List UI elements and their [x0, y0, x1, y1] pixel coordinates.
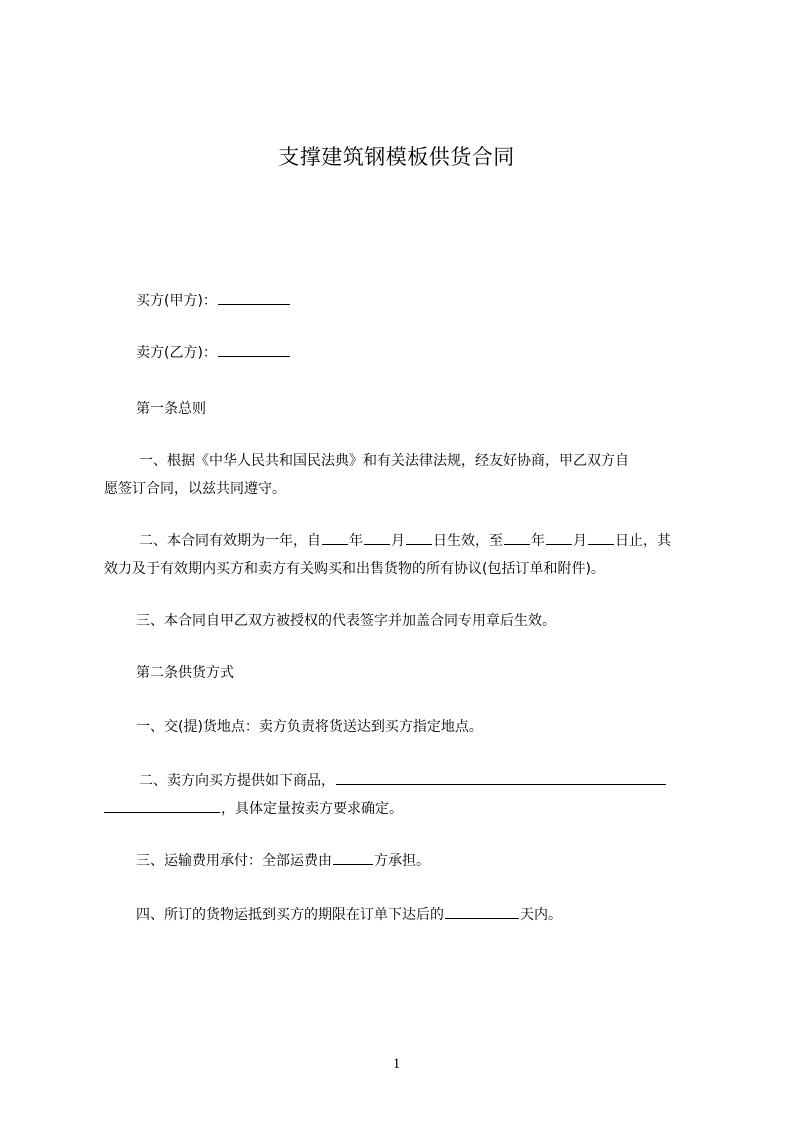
- buyer-blank: [218, 289, 290, 305]
- s1-p2-text-a: 二、本合同有效期为一年，自: [139, 533, 321, 549]
- s2-p2-text-b: ，具体定量按卖方要求确定。: [221, 801, 403, 817]
- day-label-2: 日止，其: [615, 533, 671, 549]
- s2-paragraph1: 一、交(提)货地点：卖方负责将货送达到买方指定地点。: [136, 719, 483, 735]
- day-blank-2: [588, 529, 614, 545]
- s1-paragraph1-line2: 愿签订合同，以兹共同遵守。: [104, 481, 286, 497]
- s2-paragraph3: [104, 846, 736, 877]
- freight-party-blank: [333, 849, 373, 865]
- month-blank-1: [364, 529, 390, 545]
- delivery-days-blank: [445, 903, 519, 919]
- s2-p3-text-b: 方承担。: [374, 853, 430, 869]
- s1-paragraph2-line2: 效力及于有效期内买方和卖方有关购买和出售货物的所有协议(包括订单和附件)。: [104, 561, 605, 577]
- section1-heading: 第一条总则: [136, 401, 206, 417]
- s2-p4-text-a: 四、所订的货物运抵到买方的期限在订单下达后的: [136, 907, 444, 923]
- document-title: 支撑建筑钢模板供货合同: [278, 145, 515, 169]
- page-number: 1: [392, 1056, 401, 1072]
- s2-p3-text-a: 三、运输费用承付：全部运费由: [136, 853, 332, 869]
- buyer-label: 买方(甲方)：: [136, 293, 217, 309]
- seller-blank: [218, 341, 290, 357]
- day-label-1: 日生效，至: [433, 533, 503, 549]
- year-blank-2: [504, 529, 530, 545]
- month-label-2: 月: [573, 533, 587, 549]
- s2-paragraph2-line1: [104, 766, 739, 797]
- s2-paragraph4: [104, 900, 736, 931]
- year-label-2: 年: [531, 533, 545, 549]
- month-blank-2: [546, 529, 572, 545]
- s2-p4-text-b: 天内。: [520, 907, 562, 923]
- day-blank-1: [406, 529, 432, 545]
- month-label-1: 月: [391, 533, 405, 549]
- s1-paragraph1-line1: 一、根据《中华人民共和国民法典》和有关法律法规，经友好协商，甲乙双方自: [139, 453, 629, 469]
- goods-blank-2: [104, 797, 220, 813]
- s1-paragraph3: 三、本合同自甲乙双方被授权的代表签字并加盖合同专用章后生效。: [136, 613, 556, 629]
- s2-p2-text-a: 二、卖方向买方提供如下商品，: [139, 773, 335, 789]
- year-blank-1: [322, 529, 348, 545]
- goods-blank-1: [336, 769, 666, 785]
- buyer-line: [104, 286, 736, 317]
- seller-line: [104, 338, 736, 369]
- year-label-1: 年: [349, 533, 363, 549]
- s2-paragraph2-line2: [104, 794, 704, 825]
- section2-heading: 第二条供货方式: [136, 665, 234, 681]
- s1-paragraph2-line1: [104, 526, 739, 557]
- seller-label: 卖方(乙方)：: [136, 345, 217, 361]
